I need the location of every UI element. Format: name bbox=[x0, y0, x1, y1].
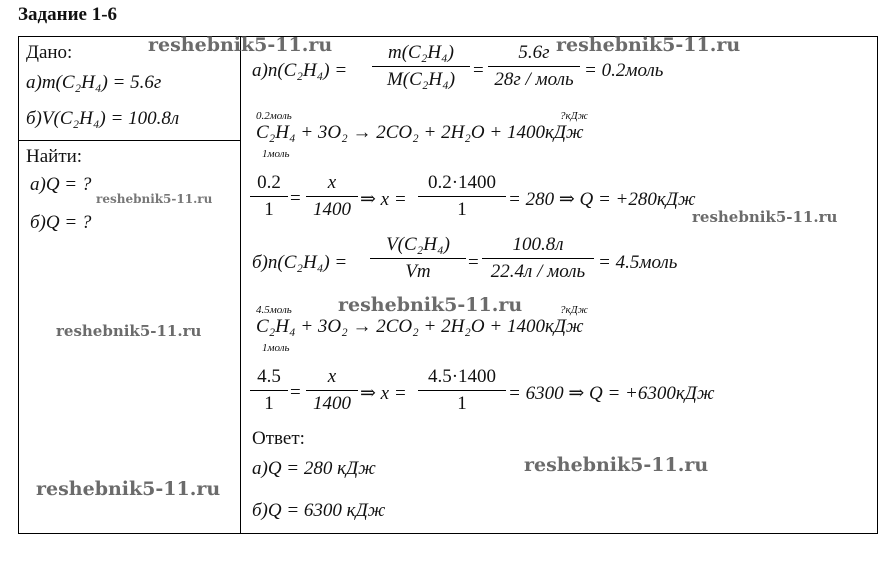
find-label: Найти: bbox=[26, 146, 83, 167]
reaction-1-moles-given: 0.2моль bbox=[256, 110, 292, 122]
reaction-1-equation: C₂H₄ + 3O₂ → 2CO₂ + 2H₂O + 1400кДж bbox=[256, 122, 584, 143]
part-b-fraction-1 bbox=[370, 234, 466, 283]
column-divider bbox=[240, 36, 241, 534]
part-b-result: = 4.5моль bbox=[598, 252, 678, 273]
given-label: Дано: bbox=[26, 42, 73, 63]
fraction-numerator: 100.8л bbox=[482, 234, 594, 259]
fraction-denominator: 1 bbox=[457, 199, 467, 220]
fraction-denominator: M(C₂H₄) bbox=[386, 69, 456, 90]
fraction-denominator: 1 bbox=[457, 393, 467, 414]
proportion-1-implies: ⇒ x = bbox=[360, 189, 407, 210]
proportion-1-fraction-2 bbox=[306, 172, 358, 221]
given-a: а)m(C₂H₄) = 5.6г bbox=[26, 72, 162, 93]
part-b-formula-prefix: б)n(C₂H₄) = bbox=[252, 252, 348, 273]
fraction-denominator: 1400 bbox=[313, 393, 351, 414]
reaction-1-heat-unknown: ?кДж bbox=[560, 110, 588, 122]
part-a-formula-prefix: а)n(C₂H₄) = bbox=[252, 60, 348, 81]
watermark: reshebnik5-11.ru bbox=[36, 478, 221, 500]
reaction-2-moles-coefficient: 1моль bbox=[262, 342, 290, 354]
fraction-denominator: 22.4л / моль bbox=[490, 261, 586, 282]
task-title: Задание 1-6 bbox=[18, 4, 118, 25]
proportion-2-fraction-2 bbox=[306, 366, 358, 415]
equals-sign: = bbox=[468, 252, 479, 273]
fraction-numerator: V(C₂H₄) bbox=[370, 234, 466, 259]
watermark: reshebnik5-11.ru bbox=[338, 294, 523, 316]
answer-label: Ответ: bbox=[252, 428, 305, 449]
watermark: reshebnik5-11.ru bbox=[56, 322, 202, 340]
reaction-2-moles-given: 4.5моль bbox=[256, 304, 292, 316]
part-a-fraction-1 bbox=[372, 42, 470, 91]
find-a: а)Q = ? bbox=[30, 174, 92, 195]
proportion-2-implies: ⇒ x = bbox=[360, 383, 407, 404]
watermark: reshebnik5-11.ru bbox=[556, 34, 741, 56]
watermark: reshebnik5-11.ru bbox=[148, 34, 333, 56]
reaction-2-equation: C₂H₄ + 3O₂ → 2CO₂ + 2H₂O + 1400кДж bbox=[256, 316, 584, 337]
equals-sign: = bbox=[473, 60, 484, 81]
fraction-numerator: m(C₂H₄) bbox=[372, 42, 470, 67]
find-b: б)Q = ? bbox=[30, 212, 92, 233]
equals-sign: = bbox=[290, 188, 301, 209]
watermark: reshebnik5-11.ru bbox=[524, 454, 709, 476]
equals-sign: = bbox=[290, 382, 301, 403]
reaction-1-moles-coefficient: 1моль bbox=[262, 148, 290, 160]
given-b: б)V(C₂H₄) = 100.8л bbox=[26, 108, 180, 129]
watermark: reshebnik5-11.ru bbox=[96, 192, 213, 206]
fraction-denominator: 1 bbox=[264, 199, 274, 220]
fraction-numerator: 0.2·1400 bbox=[418, 172, 506, 197]
proportion-1-fraction-1 bbox=[250, 172, 288, 221]
fraction-numerator: 5.6г bbox=[488, 42, 580, 67]
part-a-result: = 0.2моль bbox=[584, 60, 664, 81]
watermark: reshebnik5-11.ru bbox=[692, 208, 838, 226]
fraction-denominator: 28г / моль bbox=[494, 69, 574, 90]
proportion-1-result: = 280 ⇒ Q = +280кДж bbox=[508, 189, 696, 210]
fraction-numerator: 4.5·1400 bbox=[418, 366, 506, 391]
fraction-numerator: 0.2 bbox=[250, 172, 288, 197]
answer-a: а)Q = 280 кДж bbox=[252, 458, 376, 479]
reaction-2-heat-unknown: ?кДж bbox=[560, 304, 588, 316]
fraction-numerator: x bbox=[306, 172, 358, 197]
proportion-2-fraction-1 bbox=[250, 366, 288, 415]
fraction-numerator: 4.5 bbox=[250, 366, 288, 391]
fraction-denominator: 1 bbox=[264, 393, 274, 414]
fraction-numerator: x bbox=[306, 366, 358, 391]
proportion-2-fraction-3 bbox=[418, 366, 506, 415]
proportion-2-result: = 6300 ⇒ Q = +6300кДж bbox=[508, 383, 715, 404]
fraction-denominator: 1400 bbox=[313, 199, 351, 220]
fraction-denominator: Vm bbox=[405, 261, 431, 282]
answer-b: б)Q = 6300 кДж bbox=[252, 500, 386, 521]
proportion-1-fraction-3 bbox=[418, 172, 506, 221]
part-b-fraction-2 bbox=[482, 234, 594, 283]
given-find-divider bbox=[18, 140, 241, 141]
